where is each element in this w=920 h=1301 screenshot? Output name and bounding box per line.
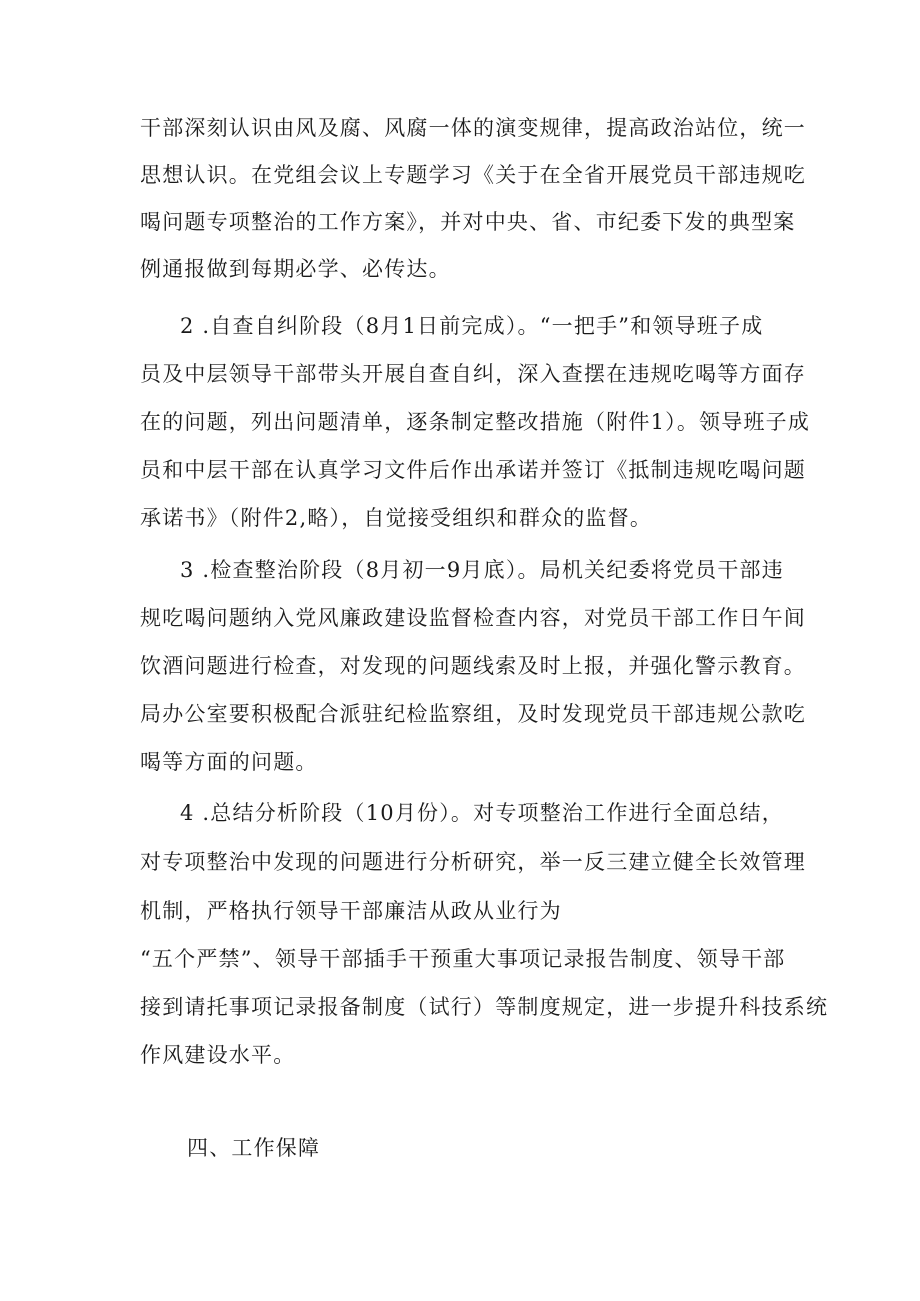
paragraph-line: 机制，严格执行领导干部廉洁从政从业行为: [140, 899, 562, 923]
paragraph-line: 承诺书》（附件2,略），自觉接受组织和群众的监督。: [140, 506, 653, 530]
paragraph-line: 喝问题专项整治的工作方案》，并对中央、省、市纪委下发的典型案: [140, 210, 796, 234]
paragraph-line: 干部深刻认识由风及腐、风腐一体的演变规律，提高政治站位，统一: [140, 116, 806, 140]
paragraph-line: 员和中层干部在认真学习文件后作出承诺并签订《抵制违规吃喝问题: [140, 458, 806, 482]
paragraph-line: 对专项整治中发现的问题进行分析研究，举一反三建立健全长效管理: [140, 850, 806, 874]
paragraph-line: 接到请托事项记录报备制度（试行）等制度规定，进一步提升科技系统: [140, 995, 829, 1019]
paragraph-line: 局办公室要积极配合派驻纪检监察组，及时发现党员干部违规公款吃: [140, 702, 806, 726]
paragraph-line: 作风建设水平。: [140, 1043, 296, 1067]
paragraph-line: 饮酒问题进行检查，对发现的问题线索及时上报，并强化警示教育。: [140, 654, 806, 678]
paragraph-line: 思想认识。在党组会议上专题学习《关于在全省开展党员干部违规吃: [140, 163, 806, 187]
section-3-first-line: 3 .检查整治阶段（8月初一9月底）。局机关纪委将党员干部违: [180, 558, 784, 582]
paragraph-line: “五个严禁”、领导干部插手干预重大事项记录报告制度、领导干部: [140, 947, 786, 971]
paragraph-line: 例通报做到每期必学、必传达。: [140, 257, 451, 281]
section-2-first-line: 2 .自查自纠阶段（8月1日前完成）。“一把手”和领导班子成: [180, 314, 764, 338]
paragraph-line: 喝等方面的问题。: [140, 750, 318, 774]
paragraph-line: 在的问题，列出问题清单，逐条制定整改措施（附件1）。领导班子成: [140, 410, 811, 434]
section-4-first-line: 4 .总结分析阶段（10月份）。对专项整治工作进行全面总结，: [180, 801, 784, 825]
section-heading: 四、工作保障: [187, 1136, 321, 1160]
paragraph-line: 规吃喝问题纳入党风廉政建设监督检查内容，对党员干部工作日午间: [140, 606, 806, 630]
paragraph-line: 员及中层领导干部带头开展自查自纠，深入查摆在违规吃喝等方面存: [140, 362, 806, 386]
